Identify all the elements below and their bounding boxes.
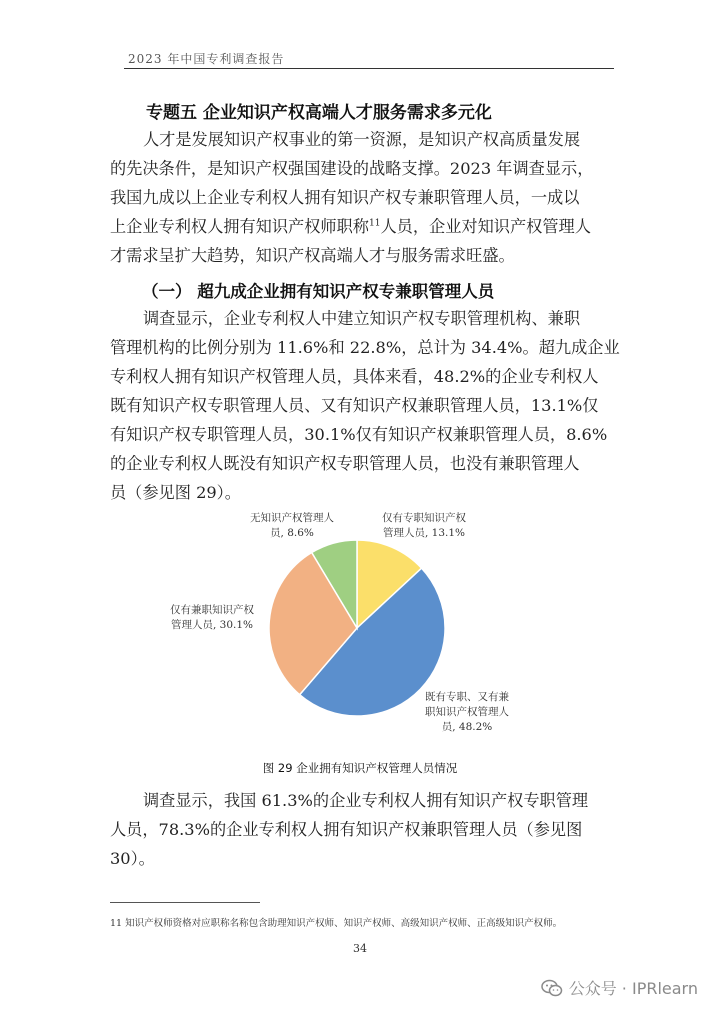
closing-line: 调查显示，我国 61.3%的企业专利权人拥有知识产权专职管理	[143, 791, 589, 810]
pie-chart	[170, 505, 570, 755]
pie-label-none	[250, 511, 334, 541]
pie-label-line: 管理人员, 13.1%	[382, 527, 466, 539]
pie-label-line: 管理人员, 30.1%	[170, 619, 254, 631]
intro-paragraph	[110, 125, 630, 270]
watermark-text: 公众号 · IPRlearn	[568, 979, 698, 998]
intro-line: 才需求呈扩大趋势，知识产权高端人才与服务需求旺盛。	[110, 246, 515, 265]
pie-label-line: 既有专职、又有兼	[425, 691, 509, 703]
footnote-rule	[110, 902, 260, 903]
closing-line: 30）。	[110, 849, 155, 868]
body-paragraph	[110, 304, 630, 507]
body-line: 有知识产权专职管理人员，30.1%仅有知识产权兼职管理人员，8.6%	[110, 425, 608, 444]
intro-line: 人才是发展知识产权事业的第一资源，是知识产权高质量发展	[143, 130, 581, 149]
pie-label-line: 仅有专职知识产权	[382, 512, 466, 524]
running-header: 2023 年中国专利调查报告	[128, 52, 285, 66]
body-line: 管理机构的比例分别为 11.6%和 22.8%，总计为 34.4%。超九成企业	[110, 338, 620, 357]
subsection-title: （一） 超九成企业拥有知识产权专兼职管理人员	[142, 282, 495, 301]
watermark	[541, 976, 698, 999]
figure-caption: 图 29 企业拥有知识产权管理人员情况	[262, 761, 458, 775]
footnote: 11 知识产权师资格对应职称名称包含助理知识产权师、知识产权师、高级知识产权师、正高级知识产权师。	[110, 918, 563, 929]
wechat-icon	[541, 979, 563, 997]
pie-label-line: 员, 8.6%	[270, 527, 314, 539]
pie-label-line: 仅有兼职知识产权	[170, 604, 254, 616]
pie-label-both	[425, 690, 509, 735]
body-line: 既有知识产权专职管理人员、又有知识产权兼职管理人员，13.1%仅	[110, 396, 599, 415]
intro-line	[110, 212, 630, 241]
intro-line: 的先决条件，是知识产权强国建设的战略支撑。2023 年调查显示，	[110, 159, 594, 178]
intro-line-part: 上企业专利权人拥有知识产权师职称	[110, 217, 369, 236]
pie-label-line: 员, 48.2%	[441, 721, 493, 733]
pie-label-only-parttime	[170, 603, 254, 633]
pie-label-line: 职知识产权管理人	[425, 706, 509, 718]
body-line: 员（参见图 29）。	[110, 483, 241, 502]
intro-line: 我国九成以上企业专利权人拥有知识产权专兼职管理人员，一成以	[110, 188, 580, 207]
closing-paragraph	[110, 786, 630, 873]
intro-line-part: 人员，企业对知识产权管理人	[380, 217, 591, 236]
footnote-ref[interactable]: 11	[369, 218, 381, 229]
closing-line: 人员，78.3%的企业专利权人拥有知识产权兼职管理人员（参见图	[110, 820, 583, 839]
body-line: 调查显示，企业专利权人中建立知识产权专职管理机构、兼职	[143, 309, 581, 328]
body-line: 的企业专利权人既没有知识产权专职管理人员，也没有兼职管理人	[110, 454, 580, 473]
section-title: 专题五 企业知识产权高端人才服务需求多元化	[146, 103, 492, 123]
pie-label-line: 无知识产权管理人	[250, 512, 334, 524]
page-number: 34	[353, 942, 367, 955]
body-line: 专利权人拥有知识产权管理人员，具体来看，48.2%的企业专利权人	[110, 367, 599, 386]
header-rule	[124, 68, 614, 69]
pie-label-only-fulltime	[382, 511, 466, 541]
